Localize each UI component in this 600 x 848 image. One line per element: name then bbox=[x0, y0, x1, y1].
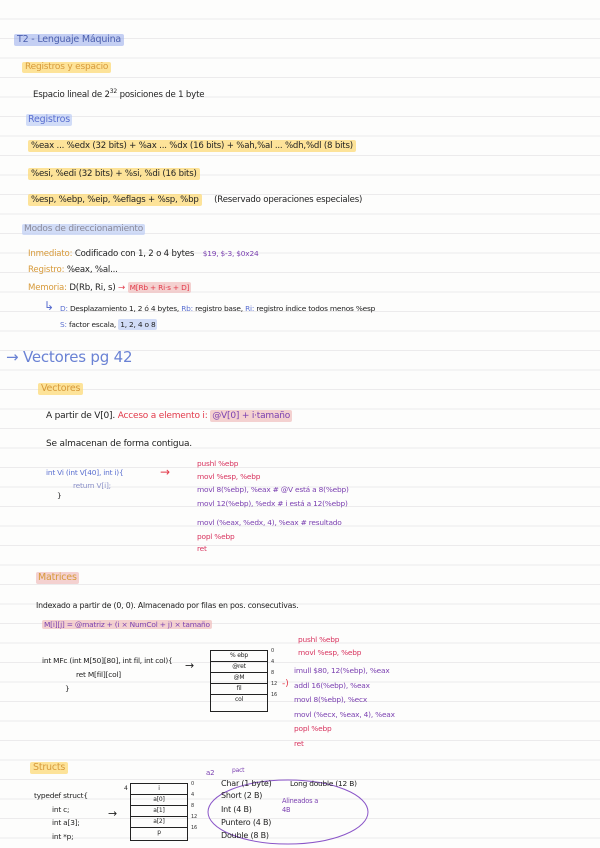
vectores-line-1 bbox=[46, 412, 292, 421]
espacio-sup: 32 bbox=[109, 88, 118, 95]
mem-label: Memoria: bbox=[28, 283, 67, 293]
struct-left-idx: 4 bbox=[124, 785, 128, 792]
vec-line1-c: @V[0] + i·tamaño bbox=[212, 411, 291, 421]
struct-type-0: Char (1 byte) bbox=[221, 779, 272, 788]
modo-registro bbox=[28, 266, 118, 275]
mat-asm-line-4: popl %ebp bbox=[294, 724, 332, 733]
heading-matrices: Matrices bbox=[38, 572, 77, 583]
modo-detalle-s bbox=[60, 321, 157, 328]
espacio-a: Espacio lineal de 2 bbox=[33, 89, 110, 100]
reg-line1-text: %eax ... %edx (32 bits) + %ax ... %dx (16 bits) + %ah,%al ... %dh,%dl (8 bits) bbox=[28, 140, 356, 152]
struct-type-2: Int (4 B) bbox=[221, 805, 252, 814]
rb-label: Rb: bbox=[181, 304, 193, 313]
stack-cell-2: @M bbox=[211, 673, 267, 684]
stack-idx-1: 4 bbox=[271, 659, 274, 665]
curved-arrow-icon: ↳ bbox=[44, 299, 55, 313]
struct-memory-layout bbox=[130, 783, 188, 841]
vectores-header bbox=[6, 350, 132, 365]
struct-longdouble: Long double (12 B) bbox=[290, 779, 357, 788]
registros-line-3 bbox=[28, 196, 362, 205]
vec-asm-line-0: pushl %ebp bbox=[197, 459, 239, 468]
vec-code-1: int Vi (int V[40], int i){ bbox=[46, 468, 124, 477]
arrow-red-icon: -) bbox=[282, 679, 289, 689]
reg-label: Registro: bbox=[28, 265, 65, 275]
modo-inmediato bbox=[28, 250, 258, 259]
struct-type-4: Double (8 B) bbox=[221, 831, 269, 840]
arrow-struct-icon: → bbox=[108, 807, 118, 820]
reg-line3-a: %esp, %ebp, %eip, %eflags + %sp, %bp bbox=[28, 194, 202, 206]
stack-cell-0: % ebp bbox=[211, 651, 267, 662]
struct-idx-1: 4 bbox=[191, 792, 194, 798]
arrow-to-asm-icon: → bbox=[160, 465, 171, 479]
struct-code-1: typedef struct{ bbox=[34, 791, 88, 800]
struct-note-a: a2 bbox=[206, 769, 215, 777]
ri-text: registro índice todos menos %esp bbox=[256, 304, 376, 313]
heading-registros: Registros bbox=[28, 114, 71, 125]
stack-idx-3: 12 bbox=[271, 681, 277, 687]
heading-vectores: Vectores bbox=[38, 383, 83, 395]
heading-modos: Modos de direccionamiento bbox=[24, 224, 144, 234]
struct-idx-4: 16 bbox=[191, 825, 197, 831]
struct-alineados: Alineados a 4B bbox=[282, 797, 319, 814]
struct-note-b: pact bbox=[232, 767, 245, 774]
mat-code-3: } bbox=[65, 684, 70, 693]
arrow-to-stack-icon: → bbox=[185, 659, 195, 672]
struct-cell-2: a[1] bbox=[131, 806, 187, 817]
mat-code-2: ret M[fil][col] bbox=[76, 670, 121, 679]
vec-asm-line-5: popl %ebp bbox=[197, 532, 235, 541]
mem-formula: M[Rb + Ri·s + D] bbox=[129, 283, 190, 292]
espacio-lineal-text bbox=[33, 89, 204, 99]
d-label: D: bbox=[60, 304, 68, 313]
reg-line2-text: %esi, %edi (32 bits) + %si, %di (16 bits) bbox=[28, 168, 200, 180]
mat-code-1: int MFc (int M[50][80], int fil, int col){ bbox=[42, 656, 173, 665]
vec-asm-line-3: movl 12(%ebp), %edx # i está a 12(%ebp) bbox=[197, 499, 348, 508]
stack-idx-0: 0 bbox=[271, 648, 274, 654]
struct-idx-3: 12 bbox=[191, 814, 197, 820]
stack-cell-1: @ret bbox=[211, 662, 267, 673]
inm-examples: $19, $-3, $0x24 bbox=[202, 249, 259, 258]
vec-line1-a: A partir de V[0]. bbox=[46, 411, 116, 421]
mat-asm-top-1: movl %esp, %ebp bbox=[298, 648, 362, 657]
struct-type-3: Puntero (4 B) bbox=[221, 818, 272, 827]
stack-cell-3: fil bbox=[211, 684, 267, 695]
vec-code-3: } bbox=[57, 491, 62, 500]
struct-idx-0: 0 bbox=[191, 781, 194, 787]
mat-asm-line-2: movl 8(%ebp), %ecx bbox=[294, 695, 368, 704]
mat-asm-line-3: movl (%ecx, %eax, 4), %eax bbox=[294, 709, 395, 719]
registros-line-2 bbox=[28, 170, 200, 179]
s-text: factor escala, bbox=[68, 320, 117, 329]
matrices-line-1: Indexado a partir de (0, 0). Almacenado por filas en pos. consecutivas. bbox=[36, 601, 299, 610]
vec-line1-b: Acceso a elemento i: bbox=[117, 411, 208, 421]
modo-detalle-d bbox=[60, 305, 375, 312]
struct-code-3: int a[3]; bbox=[52, 818, 80, 827]
stack-idx-2: 8 bbox=[271, 670, 274, 676]
vec-code-2: return V[i]; bbox=[73, 481, 111, 490]
rb-text: registro base, bbox=[195, 304, 243, 313]
mat-asm-top-0: pushl %ebp bbox=[298, 635, 340, 644]
inm-text: Codificado con 1, 2 o 4 bytes bbox=[74, 249, 195, 259]
reg-line3-b: (Reservado operaciones especiales) bbox=[214, 195, 363, 205]
vec-asm-line-6: ret bbox=[197, 544, 207, 553]
vec-asm-line-1: movl %esp, %ebp bbox=[197, 472, 261, 481]
heading-structs: Structs bbox=[30, 762, 68, 774]
s-values: 1, 2, 4 o 8 bbox=[120, 320, 156, 329]
registros-line-1 bbox=[28, 142, 356, 151]
page-title: T2 - Lenguaje Máquina bbox=[14, 34, 124, 46]
vec-asm-line-4: movl (%eax, %edx, 4), %eax # resultado bbox=[197, 518, 342, 527]
vec-asm-line-2: movl 8(%ebp), %eax # @V está a 8(%ebp) bbox=[197, 485, 349, 494]
inm-label: Inmediato: bbox=[28, 249, 73, 259]
struct-cell-0: i bbox=[131, 784, 187, 795]
mat-asm-line-0: imull $80, 12(%ebp), %eax bbox=[294, 666, 390, 675]
stack-cell-4: col bbox=[234, 696, 244, 703]
struct-cell-3: a[2] bbox=[131, 817, 187, 828]
reg-text: %eax, %al... bbox=[66, 265, 118, 275]
arrow-right-icon: → bbox=[6, 348, 19, 366]
ri-label: Ri: bbox=[245, 304, 255, 313]
vectores-header-text: Vectores pg 42 bbox=[22, 348, 133, 366]
stack-frame-matrices bbox=[210, 650, 268, 712]
arrow-icon: → bbox=[118, 283, 126, 293]
struct-code-4: int *p; bbox=[52, 832, 74, 841]
mat-asm-line-1: addl 16(%ebp), %eax bbox=[294, 680, 370, 690]
matrices-formula: M[i][j] = @matriz + (i × NumCol + j) × tamaño bbox=[44, 620, 210, 629]
struct-idx-2: 8 bbox=[191, 803, 194, 809]
s-label: S: bbox=[60, 320, 67, 329]
struct-cell-4: p bbox=[157, 829, 161, 836]
mat-asm-line-5: ret bbox=[294, 738, 304, 748]
vectores-line-2: Se almacenan de forma contigua. bbox=[46, 439, 192, 449]
struct-code-2: int c; bbox=[52, 805, 70, 814]
espacio-b: posiciones de 1 byte bbox=[117, 89, 205, 100]
struct-cell-1: a[0] bbox=[131, 795, 187, 806]
heading-registros-espacio: Registros y espacio bbox=[22, 62, 111, 73]
stack-idx-4: 16 bbox=[271, 692, 277, 698]
d-text: Desplazamiento 1, 2 ó 4 bytes, bbox=[69, 304, 180, 313]
mem-text: D(Rb, Ri, s) bbox=[69, 283, 116, 293]
modo-memoria bbox=[28, 284, 191, 293]
struct-type-1: Short (2 B) bbox=[221, 791, 263, 800]
